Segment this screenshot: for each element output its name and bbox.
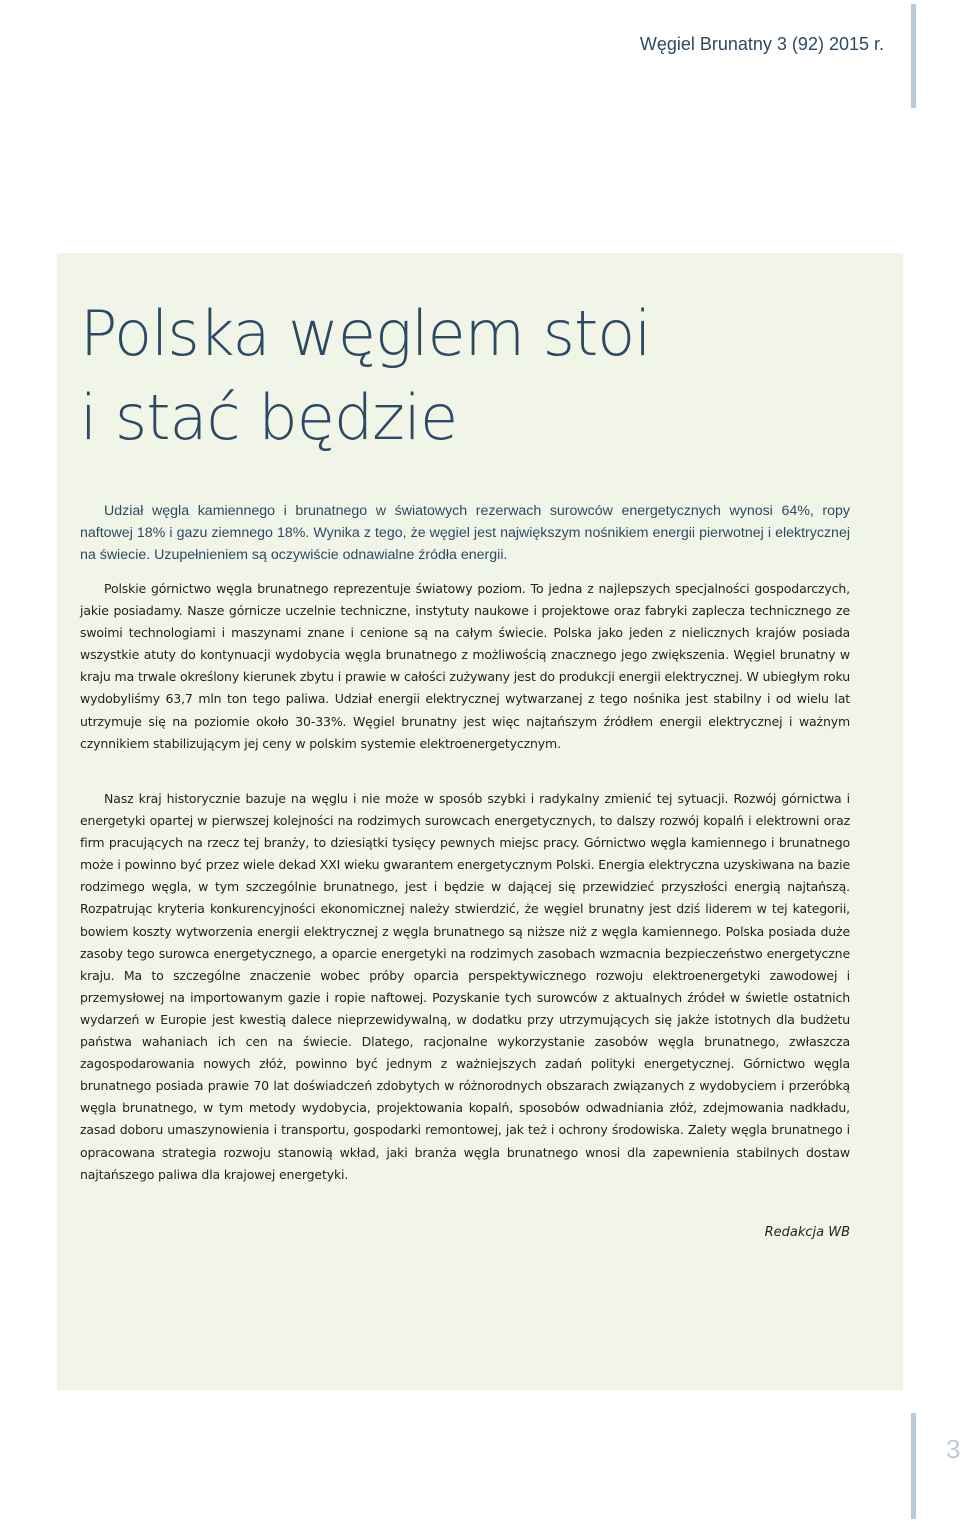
title-line-1: Polska węglem stoi: [80, 297, 651, 370]
article-paragraph-2: Nasz kraj historycznie bazuje na węglu i nie może w sposób szybki i radykalny zmienić tej sytuacji. Rozwój górnictwa i energetyki opartej w pierwszej kolejności na rodzimych surowcach energetycznych, to dalszy rozwój kopalń i elektrowni oraz firm pracujących na rzecz tej branży, to dziesiątki tysięcy pewnych miejsc pracy. Górnictwo węgla kamiennego i brunatnego może i powinno być przez wiele dekad XXI wieku gwarantem energetycznym Polski. Energia elektryczna uzyskiwana na bazie rodzimego węgla, w tym szczególnie brunatnego, jest i będzie w dającej się przewidzieć przyszłości energią najtańszą. Rozpatrując kryteria konkurencyjności ekonomicznej należy stwierdzić, że węgiel brunatny jest dziś liderem w tej kategorii, bowiem koszty wytworzenia energii elektrycznej z węgla brunatnego są niższe niż z węgla kamiennego. Polska posiada duże zasoby tego surowca energetycznego, a oparcie energetyki na rodzimych zasobach wzmacnia bezpieczeństwo energetyczne kraju. Ma to szczególne znaczenie wobec próby oparcia perspektywicznego rozwoju elektroenergetyki zawodowej i przemysłowej na importowanym gazie i ropie naftowej. Pozyskanie tych surowców z aktualnych źródeł w świetle ostatnich wydarzeń w Europie jest kwestią dalece nieprzewidywalną, w dodatku przy utrzymujących się jakże istotnych dla budżetu państwa wahaniach ich cen na świecie. Dlatego, racjonalne wykorzystanie zasobów węgla brunatnego, zwłaszcza zagospodarowania nowych złóż, powinno być jednym z ważniejszych zadań polityki energetycznej. Górnictwo węgla brunatnego posiada prawie 70 lat doświadczeń zdobytych w różnorodnych obszarach związanych z wydobyciem i przeróbką węgla brunatnego, w tym metody wydobycia, projektowania kopalń, sposobów odwadniania złóż, zdejmowania nadkładu, zasad doboru umaszynowienia i transportu, gospodarki remontowej, jak też i ochrony środowiska. Zalety węgla brunatnego i opracowana strategia rozwoju stanowią wkład, jaki branża węgla brunatnego wnosi dla zapewnienia stabilnych dostaw najtańszego paliwa dla krajowej energetyki.: [80, 791, 850, 1182]
article-paragraph-1: Polskie górnictwo węgla brunatnego reprezentuje światowy poziom. To jedna z najlepszych specjalności gospodarczych, jakie posiadamy. Nasze górnicze uczelnie techniczne, instytuty naukowe i projektowe oraz fabryki zaplecza technicznego ze swoimi technologiami i maszynami znane i cenione są na całym świecie. Polska jako jeden z nielicznych krajów posiada wszystkie atuty do kontynuacji wydobycia węgla brunatnego z możliwością znacznego jego zwiększenia. Węgiel brunatny w kraju ma trwale określony kierunek zbytu i prawie w całości zużywany jest do produkcji energii elektrycznej. W ubiegłym roku wydobyliśmy 63,7 mln ton tego paliwa. Udział energii elektrycznej wytwarzanej z tego nośnika jest stabilny i od wielu lat utrzymuje się na poziomie około 30-33%. Węgiel brunatny jest więc najtańszym źródłem energii elektrycznej i ważnym czynnikiem stabilizującym jej ceny w polskim systemie elektroenergetycznym.: [80, 581, 850, 751]
page-number: 3: [946, 1434, 960, 1464]
title-line-2: i stać będzie: [80, 381, 458, 454]
article-signature: Redakcja WB: [764, 1225, 850, 1240]
journal-header: Węgiel Brunatny 3 (92) 2015 r.: [639, 34, 884, 54]
footer-accent-bar: [911, 1413, 916, 1519]
article-lead: Udział węgla kamiennego i brunatnego w światowych rezerwach surowców energetycznych wynosi 64%, ropy naftowej 18% i gazu ziemnego 18%. Wynika z tego, że węgiel jest największym nośnikiem energii pierwotnej i elektrycznej na świecie. Uzupełnieniem są oczywiście odnawialne źródła energii.: [80, 503, 850, 563]
header-accent-bar: [911, 4, 916, 108]
article-title: [80, 292, 650, 460]
